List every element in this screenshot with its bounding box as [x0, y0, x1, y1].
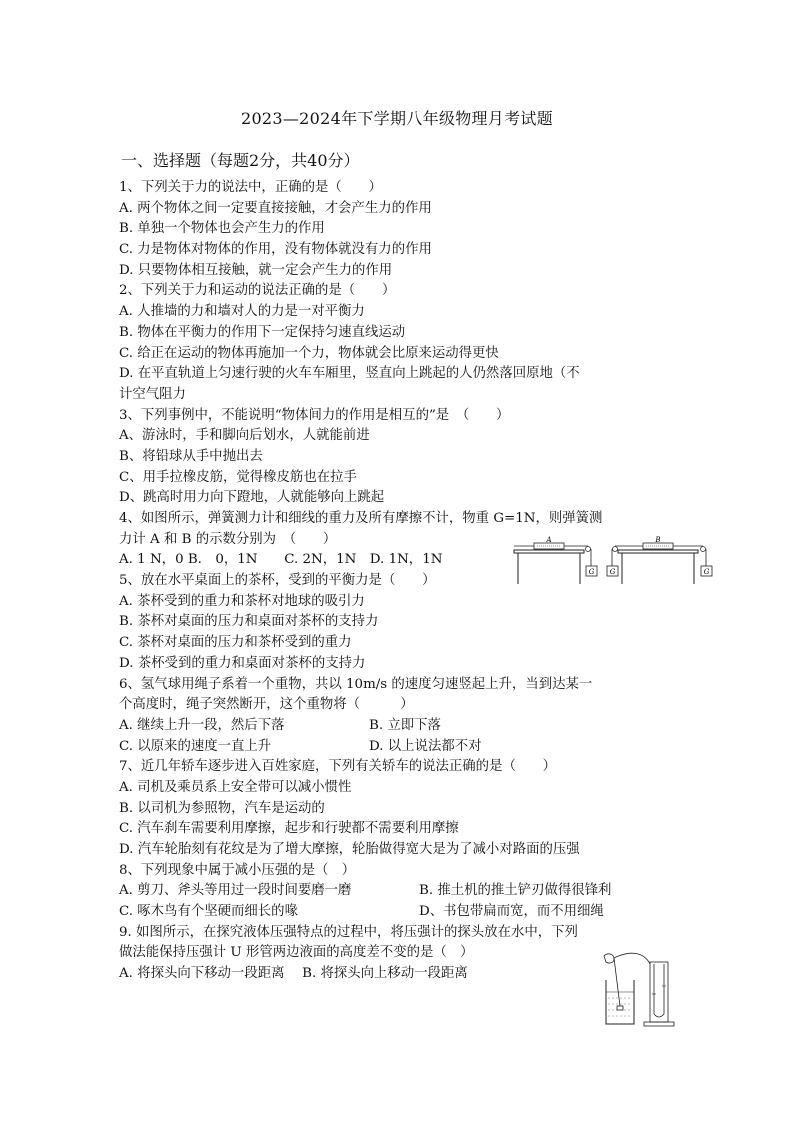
option-row	[119, 716, 611, 737]
text-line: 7、近几年轿车逐步进入百姓家庭，下列有关轿车的说法正确的是（ ）	[119, 759, 557, 775]
table-top	[618, 550, 698, 553]
option-row	[119, 902, 611, 923]
option: B. 推土机的推土铲刃做得很锋利	[419, 883, 612, 899]
pressure-gauge-figure	[600, 950, 680, 1030]
text-line: 4、如图所示，弹簧测力计和细线的重力及所有摩擦不计，物重 G=1N，则弹簧测	[119, 511, 603, 526]
text-line: C、用手拉橡皮筋，觉得橡皮筋也在拉手	[119, 469, 357, 485]
text-line: C. 茶杯对桌面的压力和茶杯受到的重力	[119, 635, 352, 651]
text-line: A. 茶杯受到的重力和茶杯对地球的吸引力	[119, 593, 365, 609]
text-line: B. 单独一个物体也会产生力的作用	[119, 221, 325, 237]
text-line: B. 茶杯对桌面的压力和桌面对茶杯的支持力	[119, 614, 379, 630]
text-line: 8、下列现象中属于减小压强的是（ ）	[119, 862, 356, 878]
text-line: A. 人推墙的力和墙对人的力是一对平衡力	[119, 304, 365, 320]
text-line: B. 物体在平衡力的作用下一定保持匀速直线运动	[119, 324, 406, 340]
text-line: A. 将探头向下移动一段距离 B. 将探头向上移动一段距离	[119, 966, 468, 982]
svg-text:G: G	[703, 568, 710, 576]
option: C. 以原来的速度一直上升	[119, 738, 272, 754]
option-row	[119, 737, 611, 758]
option-row	[119, 881, 611, 902]
section-heading: 一、选择题（每题2分，共40分）	[121, 151, 360, 170]
spring-scale-a-setup	[514, 536, 597, 584]
text-line: 做法能保持压强计 U 形管两边液面的高度差不变的是（ ）	[119, 945, 474, 961]
text-line: 2、下列关于力和运动的说法正确的是（ ）	[119, 283, 396, 299]
beaker	[606, 980, 634, 1024]
hand-and-probe	[604, 953, 650, 1010]
text-line: B. 以司机为参照物，汽车是运动的	[119, 800, 325, 816]
text-line: 个高度时，绳子突然断开，这个重物将（ ）	[119, 697, 414, 713]
text-line: C. 汽车刹车需要利用摩擦，起步和行驶都不需要利用摩擦	[119, 821, 459, 837]
text-line: 计空气阻力	[119, 386, 186, 402]
svg-text:G: G	[609, 568, 616, 576]
text-line: D. 只要物体相互接触，就一定会产生力的作用	[119, 262, 393, 278]
u-tube-manometer	[644, 962, 674, 1026]
text-line: C. 力是物体对物体的作用，没有物体就没有力的作用	[119, 242, 432, 258]
text-line: A. 1 N，0 B. 0，1N C. 2N，1N D. 1N，1N	[119, 552, 443, 568]
text-line: 6、氢气球用绳子系着一个重物，共以 10m/s 的速度匀速竖起上升，当到达某一	[119, 676, 593, 692]
spring-scale-b-setup	[607, 536, 712, 584]
text-line: A、游泳时，手和脚向后划水，人就能前进	[119, 428, 370, 444]
text-line: D. 在平直轨道上匀速行驶的火车车厢里，竖直向上跳起的人仍然落回原地（不	[119, 366, 580, 382]
text-line: 1、下列关于力的说法中，正确的是（ ）	[119, 180, 382, 195]
text-line: 5、放在水平桌面上的茶杯，受到的平衡力是（ ）	[119, 573, 436, 589]
text-line: 3、下列事例中，不能说明“物体间力的作用是相互的”是 （ ）	[119, 407, 510, 423]
option: C. 啄木鸟有个坚硬而细长的喙	[119, 904, 298, 920]
text-line: A. 两个物体之间一定要直接接触，才会产生力的作用	[119, 200, 432, 216]
option: A. 继续上升一段，然后下落	[119, 717, 285, 733]
svg-text:A: A	[546, 536, 552, 544]
text-line: 9. 如图所示，在探究液体压强特点的过程中，将压强计的探头放在水中，下列	[119, 924, 578, 940]
table-top	[514, 550, 584, 553]
option: D、书包带扁而宽，而不用细绳	[419, 904, 604, 920]
option: A. 剪刀、斧头等用过一段时间要磨一磨	[119, 883, 352, 899]
page-title: 2023—2024年下学期八年级物理月考试题	[240, 109, 554, 128]
text-line: A. 司机及乘员系上安全带可以减小惯性	[119, 779, 352, 795]
text-line: C. 给正在运动的物体再施加一个力，物体就会比原来运动得更快	[119, 345, 499, 361]
option: B. 立即下落	[369, 717, 441, 733]
option: D. 以上说法都不对	[369, 738, 482, 754]
text-line: B、将铅球从手中抛出去	[119, 448, 263, 464]
text-line: D、跳高时用力向下蹬地，人就能够向上跳起	[119, 490, 385, 506]
svg-text:B: B	[655, 536, 661, 544]
svg-text:G: G	[588, 568, 595, 576]
text-line: D. 茶杯受到的重力和桌面对茶杯的支持力	[119, 655, 366, 671]
spring-scale-figure	[512, 536, 718, 586]
text-line: 力计 A 和 B 的示数分别为 （ ）	[119, 531, 337, 547]
text-line: D. 汽车轮胎刻有花纹是为了增大摩擦，轮胎做得宽大是为了减小对路面的压强	[119, 842, 580, 857]
